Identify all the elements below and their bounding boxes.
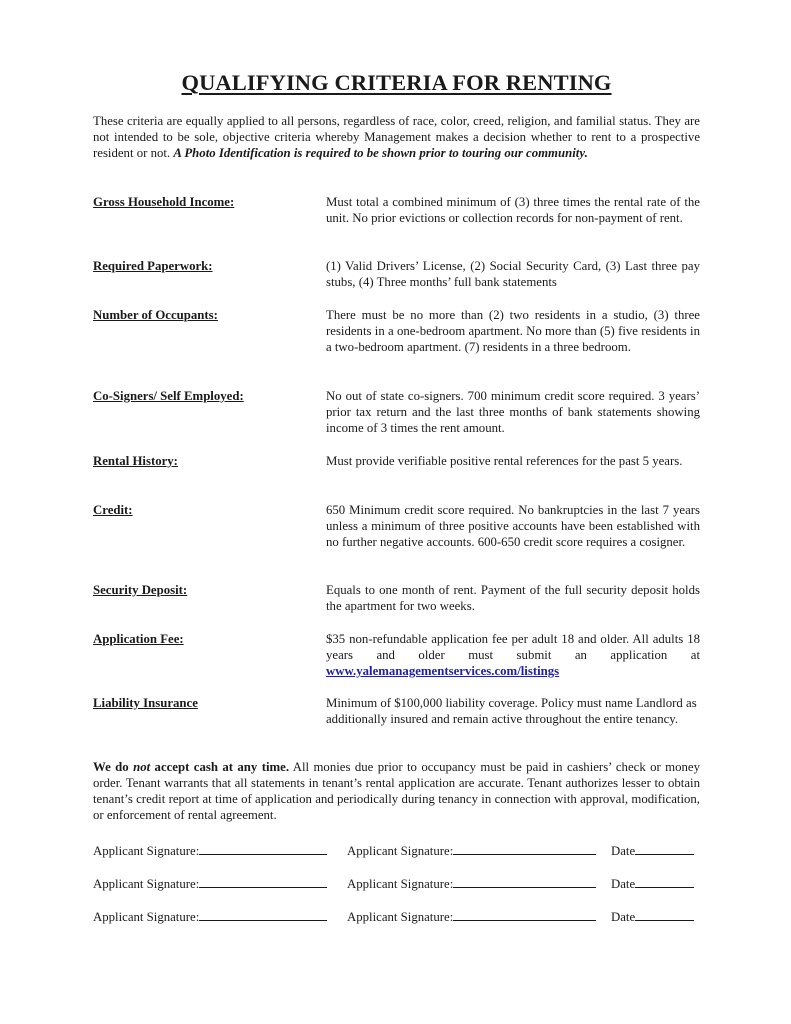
applicant-signature-label: Applicant Signature: bbox=[93, 910, 200, 924]
date-label: Date bbox=[611, 910, 636, 924]
criterion-text: There must be no more than (2) two residents in a studio, (3) three residents in a one-bedroom apartment. No more than (5) five residents in a two-bedroom apartment. (7) residents in a three bedroom. bbox=[326, 308, 700, 354]
criterion-label: Security Deposit: bbox=[93, 583, 188, 597]
criterion-text: 650 Minimum credit score required. No bankruptcies in the last 7 years unless a minimum of three positive accounts have been established with no further negative accounts. 600-650 credit score requires a cosigner. bbox=[326, 503, 700, 549]
criterion-text-body: $35 non-refundable application fee per adult 18 and older. All adults 18 years and older must submit an application at bbox=[326, 632, 700, 662]
applicant-signature-label: Applicant Signature: bbox=[93, 877, 200, 891]
signature-line[interactable] bbox=[199, 842, 327, 855]
applicant-signature-label: Applicant Signature: bbox=[347, 844, 454, 858]
criterion-text: Must provide verifiable positive rental references for the past 5 years. bbox=[326, 454, 683, 468]
applicant-signature-field[interactable] bbox=[93, 842, 327, 859]
date-line[interactable] bbox=[635, 842, 694, 855]
criterion-label: Number of Occupants: bbox=[93, 308, 218, 322]
date-line[interactable] bbox=[635, 875, 694, 888]
criterion-label: Liability Insurance bbox=[93, 696, 198, 710]
criterion-label: Application Fee: bbox=[93, 632, 184, 646]
applicant-signature-field[interactable] bbox=[347, 875, 596, 892]
no-cash-prefix: We do bbox=[93, 760, 134, 774]
intro-text: These criteria are equally applied to all persons, regardless of race, color, creed, religion, and familial status. They are not intended to be sole, objective criteria whereby Management makes a decision whether to rent to a prospective resident or not. bbox=[93, 114, 700, 160]
intro-paragraph bbox=[93, 113, 700, 161]
signature-line[interactable] bbox=[453, 842, 596, 855]
date-field[interactable] bbox=[611, 908, 694, 925]
payment-terms-paragraph bbox=[93, 759, 700, 823]
criterion-label: Credit: bbox=[93, 503, 133, 517]
applicant-signature-field[interactable] bbox=[93, 908, 327, 925]
listings-link[interactable]: www.yalemanagementservices.com/listings bbox=[326, 664, 560, 678]
criterion-text: Equals to one month of rent. Payment of the full security deposit holds the apartment for two weeks. bbox=[326, 583, 700, 613]
date-line[interactable] bbox=[635, 908, 694, 921]
applicant-signature-field[interactable] bbox=[347, 842, 596, 859]
date-field[interactable] bbox=[611, 875, 694, 892]
criterion-text: Minimum of $100,000 liability coverage. Policy must name Landlord as additionally insured and remain active throughout the entire tenancy. bbox=[326, 696, 697, 726]
signature-line[interactable] bbox=[199, 908, 327, 921]
no-cash-suffix: accept cash at any time. bbox=[150, 760, 290, 774]
criterion-text bbox=[326, 631, 700, 679]
no-cash-notice bbox=[93, 760, 289, 774]
signature-line[interactable] bbox=[453, 908, 596, 921]
signature-line[interactable] bbox=[199, 875, 327, 888]
applicant-signature-label: Applicant Signature: bbox=[347, 877, 454, 891]
criterion-text: Must total a combined minimum of (3) three times the rental rate of the unit. No prior evictions or collection records for non-payment of rent. bbox=[326, 195, 700, 225]
document-title: QUALIFYING CRITERIA FOR RENTING bbox=[181, 70, 612, 95]
no-cash-emphasis: not bbox=[133, 760, 151, 774]
date-label: Date bbox=[611, 877, 636, 891]
criterion-label: Co-Signers/ Self Employed: bbox=[93, 389, 244, 403]
criterion-label: Required Paperwork: bbox=[93, 259, 213, 273]
criterion-text: (1) Valid Drivers’ License, (2) Social Security Card, (3) Last three pay stubs, (4) Three months’ full bank statements bbox=[326, 259, 700, 289]
payment-terms-text: All monies due prior to occupancy must be paid in cashiers’ check or money order. Tenant warrants that all statements in tenant’s rental application are accurate. Tenant authorizes lesser to obtain tenant’s credit report at time of application and periodically during tenancy in connection with approval, modification, or enforcement of rental agreement. bbox=[93, 760, 700, 822]
criterion-label: Gross Household Income: bbox=[93, 195, 235, 209]
criterion-label: Rental History: bbox=[93, 454, 178, 468]
signature-line[interactable] bbox=[453, 875, 596, 888]
applicant-signature-field[interactable] bbox=[347, 908, 596, 925]
applicant-signature-field[interactable] bbox=[93, 875, 327, 892]
applicant-signature-label: Applicant Signature: bbox=[347, 910, 454, 924]
date-label: Date bbox=[611, 844, 636, 858]
criterion-text: No out of state co-signers. 700 minimum credit score required. 3 years’ prior tax return and the last three months of bank statements showing income of 3 times the rent amount. bbox=[326, 389, 700, 435]
applicant-signature-label: Applicant Signature: bbox=[93, 844, 200, 858]
intro-emphasis: A Photo Identification is required to be shown prior to touring our community. bbox=[173, 146, 588, 160]
date-field[interactable] bbox=[611, 842, 694, 859]
